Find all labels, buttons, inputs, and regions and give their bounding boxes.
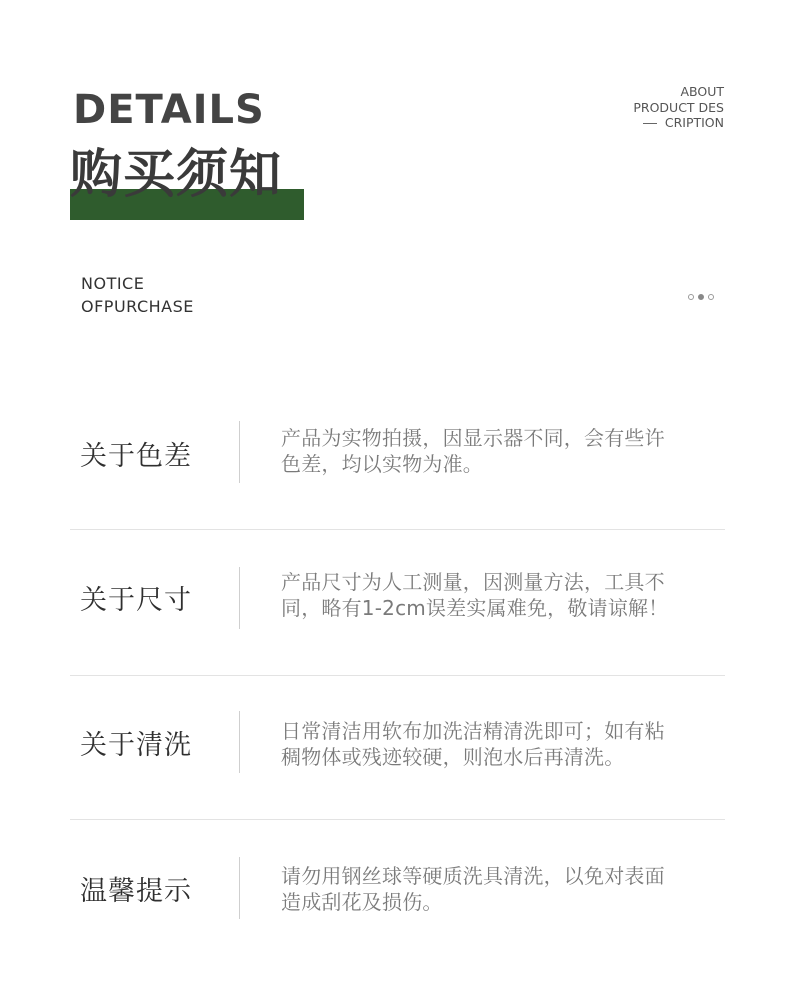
notice-line-2: OFPURCHASE xyxy=(81,297,194,316)
divider xyxy=(239,567,240,629)
about-line-3-wrap xyxy=(633,115,724,131)
item-description-line: 请勿用钢丝球等硬质洗具清洗，以免对表面 xyxy=(281,864,665,888)
item-label: 关于清洗 xyxy=(80,729,192,761)
item-description-line: 稠物体或残迹较硬，则泡水后再清洗。 xyxy=(281,745,625,769)
divider xyxy=(239,857,240,919)
dot-icon xyxy=(688,294,694,300)
item-description-line: 产品为实物拍摄，因显示器不同，会有些许 xyxy=(281,426,665,450)
item-description xyxy=(281,718,725,770)
item-description xyxy=(281,569,725,621)
about-line-1: ABOUT xyxy=(680,84,724,99)
item-description-line: 产品尺寸为人工测量，因测量方法，工具不 xyxy=(281,570,665,594)
about-product-description xyxy=(633,84,724,131)
item-label: 温馨提示 xyxy=(80,875,192,907)
notice-of-purchase xyxy=(81,272,194,318)
item-label: 关于尺寸 xyxy=(80,584,192,616)
dot-icon xyxy=(708,294,714,300)
about-line-2: PRODUCT DES xyxy=(633,99,724,115)
notice-item-cleaning xyxy=(70,669,725,815)
divider xyxy=(239,421,240,483)
item-description xyxy=(281,863,725,915)
item-label: 关于色差 xyxy=(80,440,192,472)
dot-icon xyxy=(698,294,704,300)
notice-line-1: NOTICE xyxy=(81,274,145,293)
item-description-line: 造成刮花及损伤。 xyxy=(281,890,443,914)
notice-item-color-difference xyxy=(70,380,725,526)
item-description-line: 色差，均以实物为准。 xyxy=(281,452,483,476)
item-description-line: 同，略有1-2cm误差实属难免，敬请谅解！ xyxy=(281,596,669,620)
dash-decoration xyxy=(643,123,657,124)
item-description xyxy=(281,425,725,477)
divider xyxy=(239,711,240,773)
page-title: 购买须知 xyxy=(70,145,283,205)
about-line-3: CRIPTION xyxy=(664,115,724,130)
item-description-line: 日常清洁用软布加洗洁精清洗即可；如有粘 xyxy=(281,719,665,743)
notice-item-tips xyxy=(70,815,725,961)
notice-item-size xyxy=(70,524,725,670)
dots-decoration xyxy=(688,294,714,300)
details-heading: DETAILS xyxy=(73,87,265,133)
